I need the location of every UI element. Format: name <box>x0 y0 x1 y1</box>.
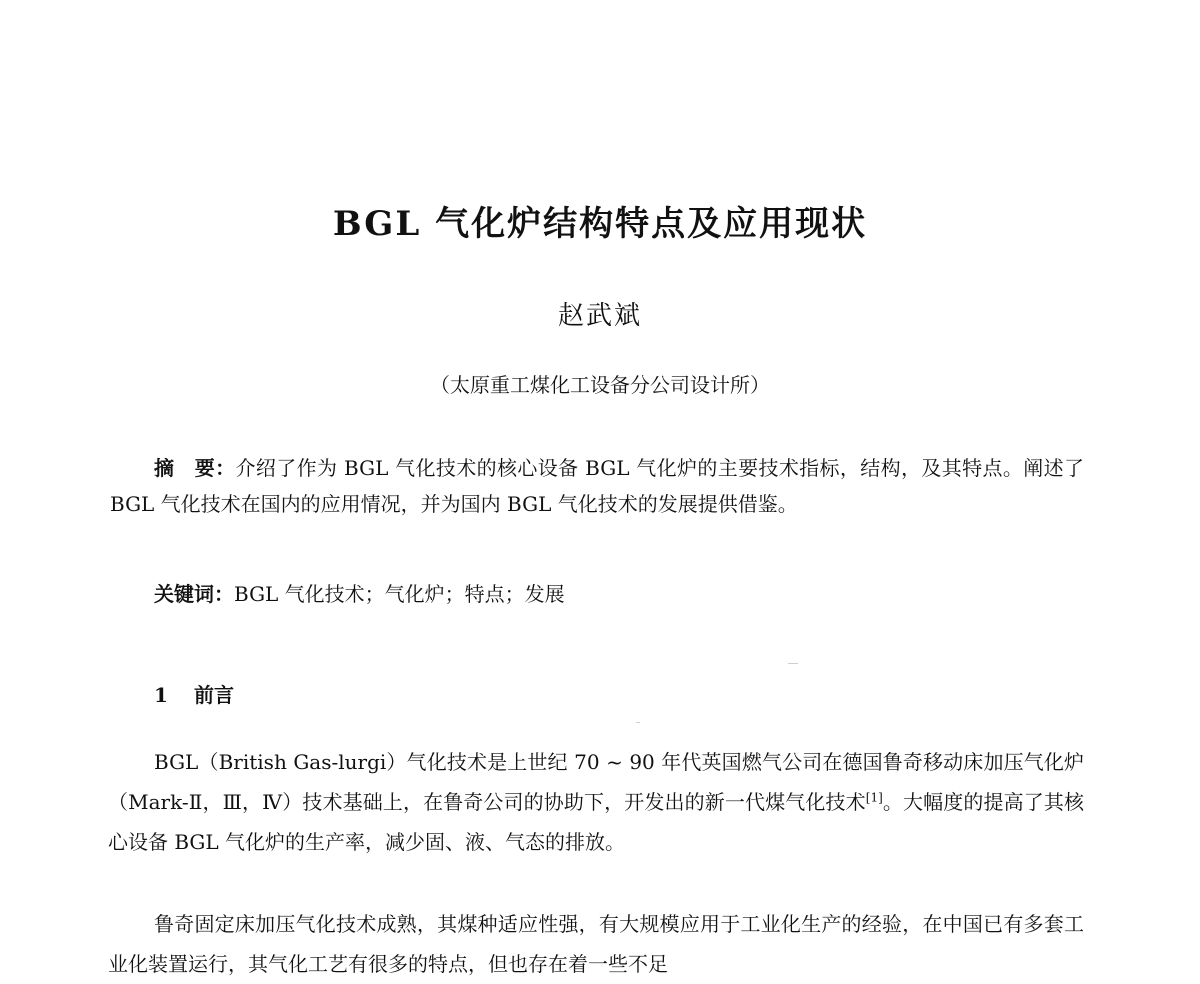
section-heading <box>154 678 234 712</box>
author-affiliation: （太原重工煤化工设备分公司设计所） <box>430 373 770 397</box>
section-number: 1 <box>154 683 168 707</box>
keywords-text: BGL 气化技术；气化炉；特点；发展 <box>234 582 565 606</box>
keywords <box>154 576 1084 612</box>
paper-author: 赵武斌 <box>557 301 642 331</box>
paragraph-1-text-a: BGL（British Gas-lurgi）气化技术是上世纪 70 ~ 90 年代英国燃气公司在德国鲁奇移动床加压气化炉（Mark-Ⅱ，Ⅲ，Ⅳ）技术基础上，在鲁奇公司的协助下，开发出的新一代煤气化技术 <box>108 750 1084 814</box>
paragraph-1-text-b: 。大幅度的提高了其核心设备 BGL 气化炉的生产率，减少固、液、气态的排放。 <box>108 790 1084 854</box>
keywords-label: 关键词： <box>154 582 234 606</box>
citation-reference: [1] <box>865 790 883 805</box>
abstract <box>110 450 1084 522</box>
abstract-text: 介绍了作为 BGL 气化技术的核心设备 BGL 气化炉的主要技术指标，结构，及其特点。阐述了 BGL 气化技术在国内的应用情况，并为国内 BGL 气化技术的发展提供借鉴。 <box>110 456 1084 516</box>
scan-speck <box>788 663 798 664</box>
section-title: 前言 <box>194 683 234 707</box>
paper-title: BGL 气化炉结构特点及应用现状 <box>332 204 868 244</box>
abstract-label: 摘 要： <box>154 456 236 480</box>
body-paragraph-1 <box>108 742 1084 862</box>
body-paragraph-2 <box>108 904 1084 984</box>
paragraph-2-text: 鲁奇固定床加压气化技术成熟，其煤种适应性强，有大规模应用于工业化生产的经验，在中国已有多套工业化装置运行，其气化工艺有很多的特点，但也存在着一些不足 <box>108 912 1084 976</box>
scan-speck <box>636 722 640 723</box>
